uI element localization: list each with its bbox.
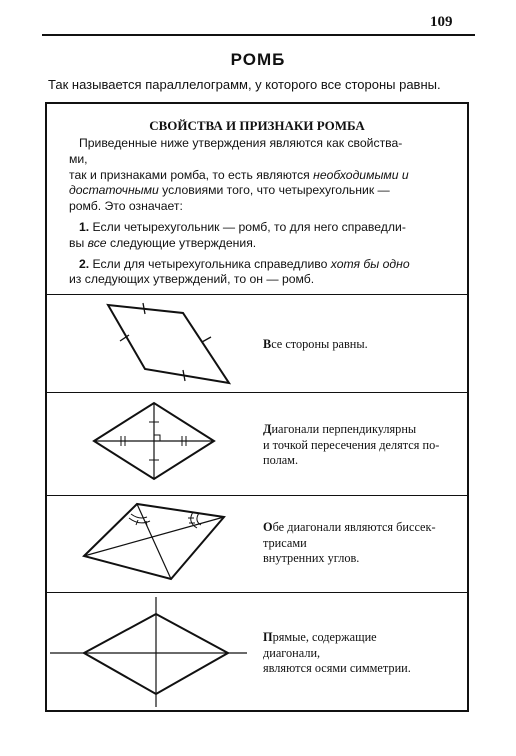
intro-line: ромб. Это означает: [69,199,183,214]
intro-line: достаточными условиями того, что четырехугольник — [69,183,390,198]
intro-line: ми, [69,151,88,166]
rhombus-equal-sides-figure [47,295,257,391]
statement-2-cont: из следующих утверждений, то он — ромб. [69,272,315,287]
property-1-text: Все стороны равны. [263,337,368,351]
statement-2: 2. Если для четырехугольника справедливо хотя бы одно [79,256,410,271]
box-heading: СВОЙСТВА И ПРИЗНАКИ РОМБА [149,118,365,133]
header-rule [42,34,475,36]
rhombus-bisectors-figure [47,496,257,592]
intro-text [69,136,453,288]
rhombus-symmetry-axes-figure [47,593,257,711]
page-number: 109 [430,14,453,30]
statement-1-cont: вы все следующие утверждения. [69,235,257,250]
rhombus-diagonals-figure [47,393,257,495]
definition-text: Так называется параллелограмм, у которого все стороны равны. [48,77,441,92]
intro-line: Приведенные ниже утверждения являются как свойства- [79,136,403,150]
statement-1: 1. Если четырехугольник — ромб, то для него справедли- [79,219,406,234]
properties-box [45,102,469,712]
page-title: РОМБ [230,50,286,69]
property-4-text: Прямые, содержащие диагонали, являются осями симметрии. [263,630,411,675]
property-3-text: Обе диагонали являются биссек- трисами внутренних углов. [263,520,436,565]
property-2-text: Диагонали перпендикулярны и точкой пересечения делятся по- полам. [263,422,440,467]
intro-line: так и признаками ромба, то есть являются необходимыми и [69,167,409,182]
